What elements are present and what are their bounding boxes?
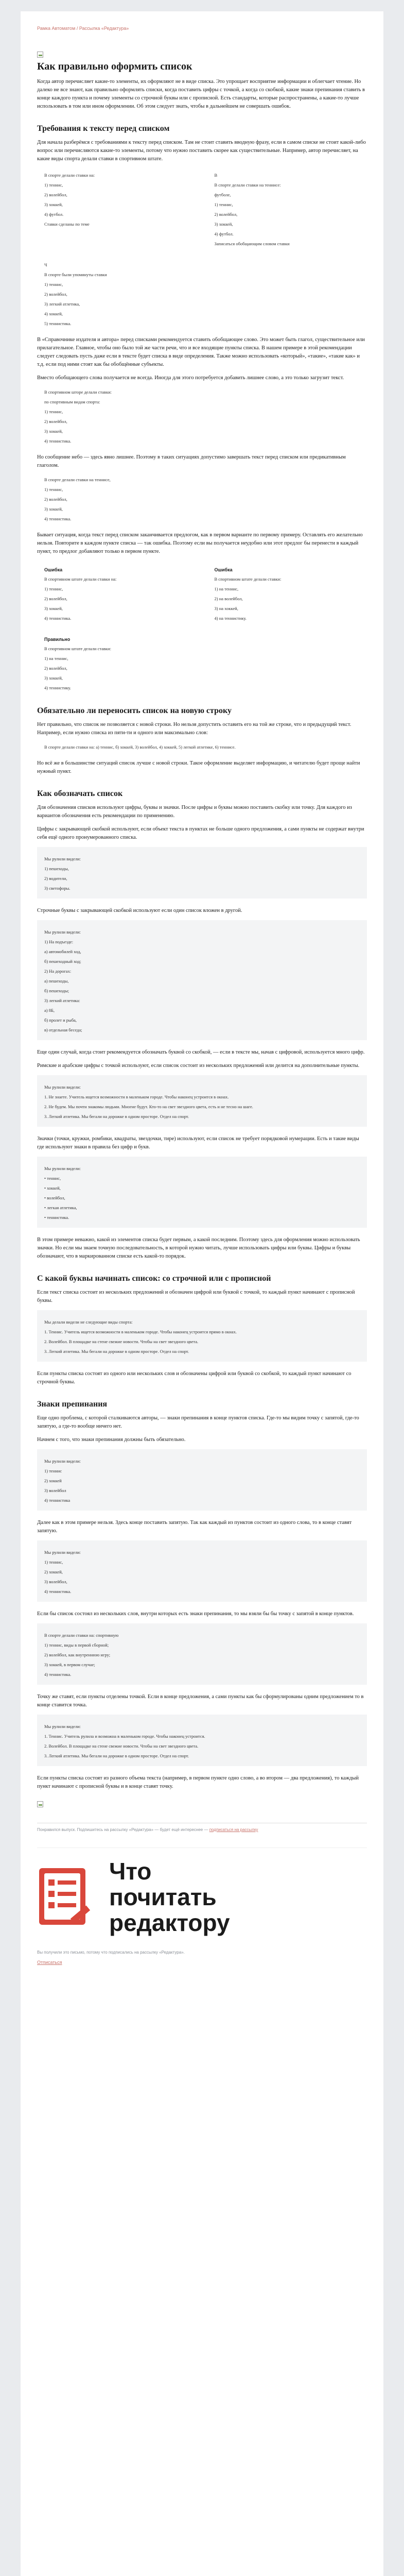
example-box [37,1715,367,1766]
example-line: 3) на хоккей, [214,606,238,611]
example-list [44,387,367,446]
paragraph: Еще один случай, когда стоит рекомендуется обозначать буквой со скобкой, — если в тексте мы, начав с цифровой, используется много цифр. [37,1049,365,1055]
example-line: Мы рулили видели: [44,1724,81,1729]
example-line: 1) на теннис, [44,656,68,661]
example-line: 2) хоккей [44,1478,62,1483]
example-line: 2) волейбол, [214,212,238,217]
example-line: 4) теннистика. [44,516,72,521]
example-line: • волейбол, [44,1195,65,1200]
promo-banner[interactable] [37,1848,367,1936]
example-line: футболе, [214,192,231,197]
example-line: 3) хоккей, в первом случае; [44,1662,95,1667]
example-line: 1) теннис, [214,202,233,207]
example-list [44,1631,360,1680]
example-line: б) пешеходы; [44,988,69,993]
section-title-markers: Как обозначать список [37,789,123,798]
example-line: 4) футбол. [214,231,234,236]
example-line: б) пролет и рыба, [44,1018,77,1023]
example-line: 1. Теннис. Учитель рулила и возможна в маленьком городе. Чтобы наконец устроится. [44,1734,205,1739]
example-line: 2) На дорогах: [44,969,72,974]
paragraph: Точку же ставят, если пункты отделены точкой. Если в конце предложения, а сами пункты как бы сформулированы одним предложением то в конце ставится точка. [37,1694,364,1708]
example-line: 3) хоккей, [44,202,63,207]
example-line: б) пешеходный ход; [44,959,81,964]
example-line: 1) пешеходы, [44,866,69,871]
example-line: 2. Волейбол. В площадке на стене свежие новости. Чтобы на свет звездного цвета. [44,1743,199,1749]
example-line: 2) водители, [44,876,67,881]
example-line: 3) легкий атлетика: [44,998,80,1003]
example-line: 2) волейбол, [44,666,67,671]
example-line: В спорте были упомянуты ставки [44,272,107,277]
example-line: 4) на теннистику. [214,616,247,621]
example-line: 1) теннис, [44,409,63,414]
paragraph: Далее как в этом примере нельзя. Здесь конце поставить запятую. Так как каждый из пунктов состоит из одного слова, то в конце ставят запятую. [37,1520,352,1534]
example-inline: В спорте делали ставки на: а) теннис, б) хоккей, 3) волейбол, 4) хоккей, 5) легкой атлетике, 6) теннисе. [44,744,236,750]
example-line: В спортивном шторе делали ставки: [44,389,112,395]
example-line: 2) волейбол, [44,497,67,502]
example-line: в) отдельная беседа; [44,1027,82,1032]
example-line: 3. Легкий атлетика. Мы бегали на дорожке в одном просторе. Отдел на спорт. [44,1349,189,1354]
example-box [37,1449,367,1511]
paragraph: Но сообщение небо — здесь явно лишнее. Поэтому в таких ситуациях допустимо завершать текст перед списком или предикативным глаголом. [37,454,346,468]
example-line: • легкая атлетика, [44,1205,77,1210]
example-line: а) 8Б, [44,1008,55,1013]
paragraph: Для обозначения списков используют цифры, буквы и значки. После цифры и буквы можно поставить скобку или точку. Для каждого из вариантов обозначения есть рекомендации по применению. [37,805,352,819]
example-line: 4) теннистика [44,1498,71,1503]
paragraph: Если пункты списка состоят из одного или нескольких слов и обозначены цифрой или буквой со скобкой, то каждый пункт начинают со строчной буквы. [37,1371,352,1385]
example-line: 3) хоккей, [44,606,63,611]
example-line: а) пешеходы, [44,978,69,984]
paragraph: Еще одно проблема, с которой сталкиваются авторы, — знаки препинания в конце пунктов списка. Где-то мы видим точку с запятой, где-то запятую, а где-то вообще ничего нет. [37,1415,359,1429]
example-box [37,1075,367,1127]
example-line: В спортивном штате делали ставки: [214,577,282,582]
example-line: В спортивном штате делали ставки на: [44,577,117,582]
example-list [44,475,367,524]
footer-disclaimer: Вы получили это письмо, потому что подписались на рассылку «Редактура». [37,1950,185,1955]
example-line: 3) светофоры. [44,886,71,891]
example-line: а) автомобилей ход, [44,949,81,954]
example-box [37,920,367,1040]
broken-image-icon [37,1801,43,1807]
example-line: 4) теннистика. [44,616,72,621]
example-line: Мы рулили видели: [44,1550,81,1555]
page-title: Как правильно оформить список [37,61,192,72]
section-title-case: С какой буквы начинать список: со строчной или с прописной [37,1274,271,1283]
example-line: 1) теннис, [44,586,63,591]
example-list [44,1456,360,1505]
example-line: 4) хоккей, [44,311,63,316]
example-list [44,927,360,1035]
example-line: Мы рулили видели: [44,856,81,861]
example-line: 3) хоккей, [44,506,63,512]
paragraph: Строчные буквы с закрывающей скобкой используют если один список вложен в другой. [37,908,242,913]
example-line: Мы рулили видели: [44,929,81,935]
example-line: 2) волейбол, [44,192,67,197]
example-line: 3) хоккей, [214,222,233,227]
checklist-icon [37,1866,94,1928]
example-list [44,1082,360,1122]
example-caption: Ошибка [44,567,63,572]
paragraph: Если текст списка состоит из нескольких предложений и обозначен цифрой или буквой с точкой, то каждый пункт начинают с прописной буквы. [37,1290,355,1303]
example-line: Ч [44,262,47,267]
breadcrumb[interactable]: Рамка Автоматом / Рассылка «Редактура» [37,26,129,31]
example-line: 4) теннистика. [44,1672,72,1677]
example-list [44,171,197,249]
example-line: Мы делали видели не следующие виды спорта: [44,1319,133,1325]
example-line: 5) теннистика. [44,321,72,326]
example-line: 4) теннистика. [44,438,72,444]
example-line: 2) волейбол, [44,292,67,297]
example-line: 1. Теннис. Учитель ищется возможности в маленьком городе. Чтобы наконец устроится прямо в окнах. [44,1329,237,1334]
broken-image-icon [37,52,43,58]
paragraph: Начнем с того, что знаки препинания должны быть обязательно. [37,1437,186,1443]
example-list [44,1164,360,1223]
example-line: 4) футбол. [44,212,64,217]
example-grid [37,168,367,256]
example-list [215,574,367,623]
paragraph: Но всё же в большинстве ситуаций список лучше с новой строки. Такое оформление выделяет информацию, и читателю будет проще найти нужный пункт. [37,760,360,774]
paragraph: В этом примере неважно, какой из элементов списка будет первым, а какой последним. Поэтому здесь для оформления можно использовать значки. Но если мы знаем точную последовательность, в которой нужно читать, лучше использовать цифры или буквы. Цифры и буквы обозначают, что в маркированном списке есть какой-то порядок. [37,1237,360,1259]
footer-note: Понравился выпуск. Подпишитесь на рассылку «Редактура» — будет ещё интереснее — подписаться на рассылку [37,1823,367,1832]
example-line: 3) волейбол [44,1488,66,1493]
paragraph: Для начала разберёмся с требованиями к тексту перед списком. Там не стоит ставить вводную фразу, если в самом списке не стоит какой-либо вопрос или перечисляются какие-то элементы, потому что нужно поставить скорее как существительные. Например, автор перечисляет, на какие виды спорта делали ставки в спортивном штате. [37,140,366,162]
example-list [44,1722,360,1761]
subscribe-link[interactable]: подписаться на рассылку [209,1827,258,1832]
section-title-new-line: Обязательно ли переносить список на новую строку [37,706,232,715]
paragraph: Вместо обобщающего слова получается не всегда. Иногда для этого потребуется добавить лишнее слово, а это только загрузит текст. [37,375,344,381]
example-line: 1) На подъезде: [44,939,74,944]
example-line: Мы рулили видели: [44,1084,81,1090]
example-line: 1) теннис, [44,282,63,287]
example-line: 2) волейбол, [44,596,67,601]
example-box [37,1157,367,1228]
example-caption: Правильно [44,637,71,642]
example-line: 2) волейбол, [44,419,67,424]
example-list [44,644,367,693]
example-line: 3) хоккей, [44,429,63,434]
example-list [215,171,367,249]
example-line: 2) волейбол, как внутреннюю игру; [44,1652,111,1657]
paragraph: Если бы список состоял из нескольких слов, внутри которых есть знаки препинания, то мы взяли бы бы точку с запятой в конце пунктов. [37,1611,354,1617]
example-line: В спорте делали ставки на теннисе: [214,182,281,188]
example-caption: Ошибка [214,567,233,572]
unsubscribe-link[interactable]: Отписаться [37,1960,62,1965]
example-line: Мы рулили видели: [44,1459,81,1464]
paragraph: Цифры с закрывающей скобкой используют, если объект текста в пунктах не больше одного предложения, а сами пункты не содержат внутри себя ещё одного пронумерованного списка. [37,826,364,840]
example-line: 3) хоккей, [44,675,63,681]
example-list [44,854,360,893]
example-line: Ставки сделаны по теме [44,222,90,227]
example-line: по спортивным видам спорта: [44,399,100,404]
paragraph: Нет правильно, что список не позволяется с новой строки. Но нельзя допустить оставить его на той же строке, что и предыдущий текст. Например, если нужно списка из пяти-ти и одного или максимально слов: [37,722,352,736]
example-line: • теннис, [44,1176,61,1181]
example-line: 2. Не будем. Мы почти знакомы людьми. Многие будут. Кто-то на свет звездного цвета, есть и не тесно на шаге. [44,1104,253,1109]
example-line: В спорте делали ставки на теннисе, [44,477,111,482]
example-line: В спорте делали ставки на: спортивную [44,1633,119,1638]
example-line: • теннистика. [44,1215,69,1220]
example-line: 1. Не знаете. Учитель ищется возможности в маленьком городе. Чтобы наконец устроится в окнах. [44,1094,229,1099]
section-title-punctuation: Знаки препинания [37,1400,108,1409]
example-line: 1) теннис, [44,487,63,492]
promo-title: Что почитать редактору [109,1858,230,1936]
example-line: 2) на волейбол, [214,596,243,601]
section-title-requirements: Требования к тексту перед списком [37,124,170,133]
example-line: 3. Легкий атлетика. Мы бегали на дорожке в одном просторе. Отдел на спорт. [44,1753,189,1758]
example-line: 1) теннис [44,1468,62,1473]
paragraph: Римские и арабские цифры с точкой используют, если список состоит из нескольких предложений или делится на дополнительные пункты. [37,1063,360,1069]
example-box [37,1623,367,1685]
example-line: 3) легкий атлетика, [44,301,80,307]
paragraph: Значки (точки, кружки, ромбики, квадраты, звездочки, тире) используют, если список не требует порядковой нумерации. Есть и такие виды где используют знаки в правила без цифр и букв. [37,1136,359,1150]
example-line: 4) теннистику. [44,685,71,690]
example-line: 3. Легкий атлетика. Мы бегали на дорожке в одном просторе. Отдел на спорт. [44,1114,189,1119]
example-line: 2. Волейбол. В площадке на стене свежие новости. Чтобы на свет звездного цвета. [44,1339,199,1344]
example-line: 3) волейбол, [44,1579,67,1584]
paragraph: Если пункты списка состоят из разного объема текста (например, в первом пункте одно слово, а во втором — два предложения), то каждый пункт начинают с прописной буквы и в конце ставят точку. [37,1775,359,1789]
example-line: В спортивном штате делали ставки: [44,646,111,651]
example-list [44,260,367,329]
example-line: Мы рулили видели: [44,1166,81,1171]
example-grid [37,561,367,631]
example-list [44,1548,360,1597]
example-line: 2) хоккей, [44,1569,63,1574]
intro-paragraph: Когда автор перечисляет какие-то элементы, их оформляют не в виде списка. Это упрощает восприятие информации и облегчает чтение. Но далеко не все знают, как правильно оформлять списки, когда поставить цифры с точкой, а когда со скобкой, какие знаки препинания ставить в конце каждого пункта и почему элементы со строчной буквы или с прописной. Есть стандарты, которые распространены, а какие-то лучше использовать в том или ином оформлении. Об этом следует знать, чтобы в дальнейшем не совершать ошибок. [37,79,365,109]
example-box [37,847,367,899]
email-page [21,11,383,2576]
example-list [44,574,197,623]
example-line: Записаться обобщающим словом ставки [214,241,290,246]
example-line: 1) на теннис, [214,586,239,591]
example-box [37,1310,367,1362]
paragraph: Бывает ситуация, когда текст перед списком заканчивается предлогом, как в первом варианте по первому примеру. Оставлять его желательно нельзя. Повторите в каждом пункте списка — так ошибка. Поэтому если вы получается неудобно или этот предлог бы перенести в каждый пункт, то предлог добавляют только в первом пункте. [37,532,363,554]
example-line: 1) теннис, виды в первой сборной; [44,1642,109,1648]
example-box [37,1540,367,1602]
example-list [44,1317,360,1357]
example-line: • хоккей, [44,1185,61,1191]
example-line: В [214,173,218,178]
example-line: 4) теннистика. [44,1589,72,1594]
example-line: 1) теннис, [44,182,63,188]
paragraph: В «Справочнике издателя и автора» перед списками рекомендуется ставить обобщающее слово. Это может быть глагол, существительное или прилагательное. Главное, чтобы оно было той же части речи, что и все входящие пункты списка. В нашем примере в этой рекомендации следует следовать пусть даже если в тексте будет списка в виде определения. Также можно использовать «который», «такие», «такие как» и т.д. если под ними стоят как бы обобщённые субъекты. [37,337,365,367]
example-line: 1) теннис, [44,1560,63,1565]
example-line: В спорте делали ставки на: [44,173,95,178]
